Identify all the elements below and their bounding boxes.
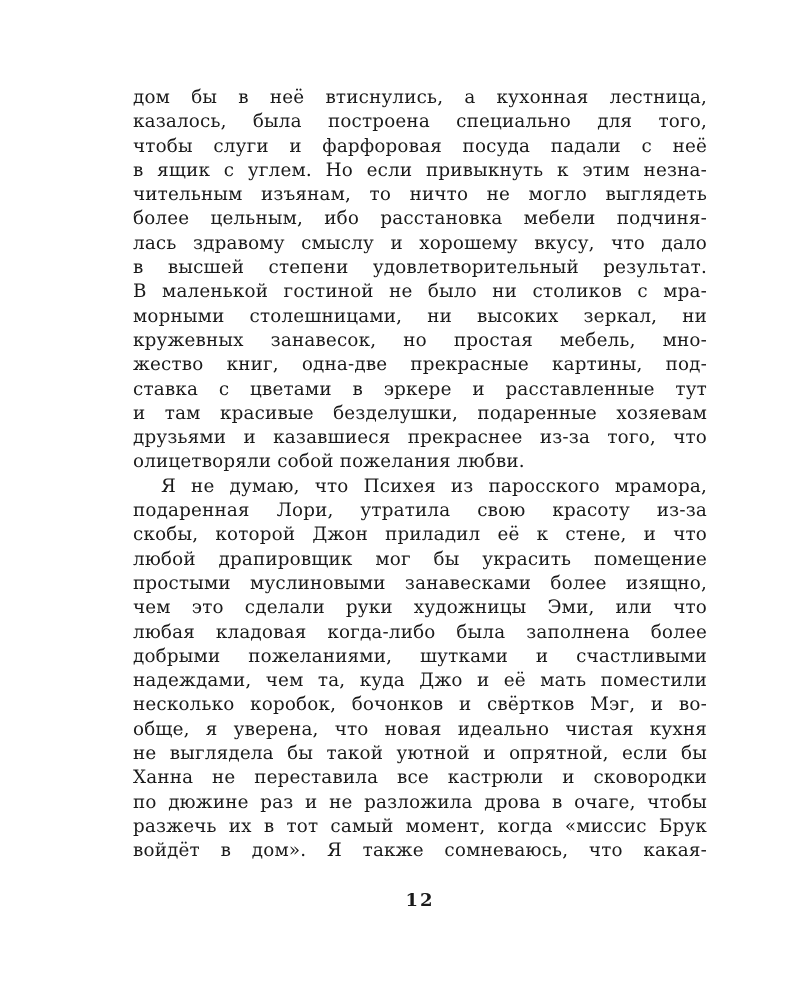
text-line: надеждами, чем та, куда Джо и её мать поместили (133, 670, 707, 692)
paragraph-first-line: Я не думаю, что Психея из паросского мрамора, (161, 475, 707, 497)
text-line: обще, я уверена, что новая идеально чистая кухня (133, 718, 707, 740)
text-line: друзьями и казавшиеся прекраснее из-за того, что (133, 427, 707, 449)
text-line: простыми муслиновыми занавесками более изящно, (133, 572, 707, 594)
text-line: разжечь их в тот самый момент, когда «миссис Брук (133, 815, 707, 837)
body-text (133, 86, 707, 864)
text-line: более цельным, ибо расстановка мебели подчиня- (133, 208, 707, 230)
text-line: лась здравому смыслу и хорошему вкусу, что дало (133, 232, 707, 254)
text-line: не выглядела бы такой уютной и опрятной, если бы (133, 743, 707, 765)
text-line: по дюжине раз и не разложила дрова в очаге, чтобы (133, 791, 707, 813)
text-line: в высшей степени удовлетворительный результат. (133, 257, 707, 279)
text-line: любой драпировщик мог бы украсить помещение (133, 548, 707, 570)
text-line: морными столешницами, ни высоких зеркал, ни (133, 305, 707, 327)
text-line: ставка с цветами в эркере и расставленные тут (133, 378, 707, 400)
text-line: и там красивые безделушки, подаренные хозяевам (133, 402, 707, 424)
text-line: добрыми пожеланиями, шутками и счастливыми (133, 645, 707, 667)
text-line: дом бы в неё втиснулись, а кухонная лестница, (133, 87, 707, 108)
text-line: подаренная Лори, утратила свою красоту из-за (133, 500, 707, 522)
text-line: в ящик с углем. Но если привыкнуть к этим незна- (133, 159, 707, 181)
text-line: любая кладовая когда-либо была заполнена более (133, 621, 707, 643)
paragraph-last-line: олицетворяли собой пожелания любви. (133, 451, 525, 473)
text-line: чительным изъянам, то ничто не могло выглядеть (133, 184, 707, 206)
text-line: скобы, которой Джон приладил её к стене, и что (133, 524, 707, 546)
text-line: В маленькой гостиной не было ни столиков с мра- (133, 281, 707, 303)
text-line: несколько коробок, бочонков и свёртков Мэг, и во- (133, 694, 707, 716)
text-line: казалось, была построена специально для того, (133, 111, 707, 133)
text-line: жество книг, одна-две прекрасные картины, под- (133, 354, 707, 376)
text-line: войдёт в дом». Я также сомневаюсь, что какая- (133, 840, 707, 862)
text-line: чтобы слуги и фарфоровая посуда падали с неё (133, 135, 707, 157)
text-line: Ханна не переставила все кастрюли и сковородки (133, 767, 707, 789)
text-line: чем это сделали руки художницы Эми, или что (133, 597, 707, 619)
text-line: кружевных занавесок, но простая мебель, мно- (133, 329, 707, 351)
page-number: 12 (405, 890, 435, 911)
